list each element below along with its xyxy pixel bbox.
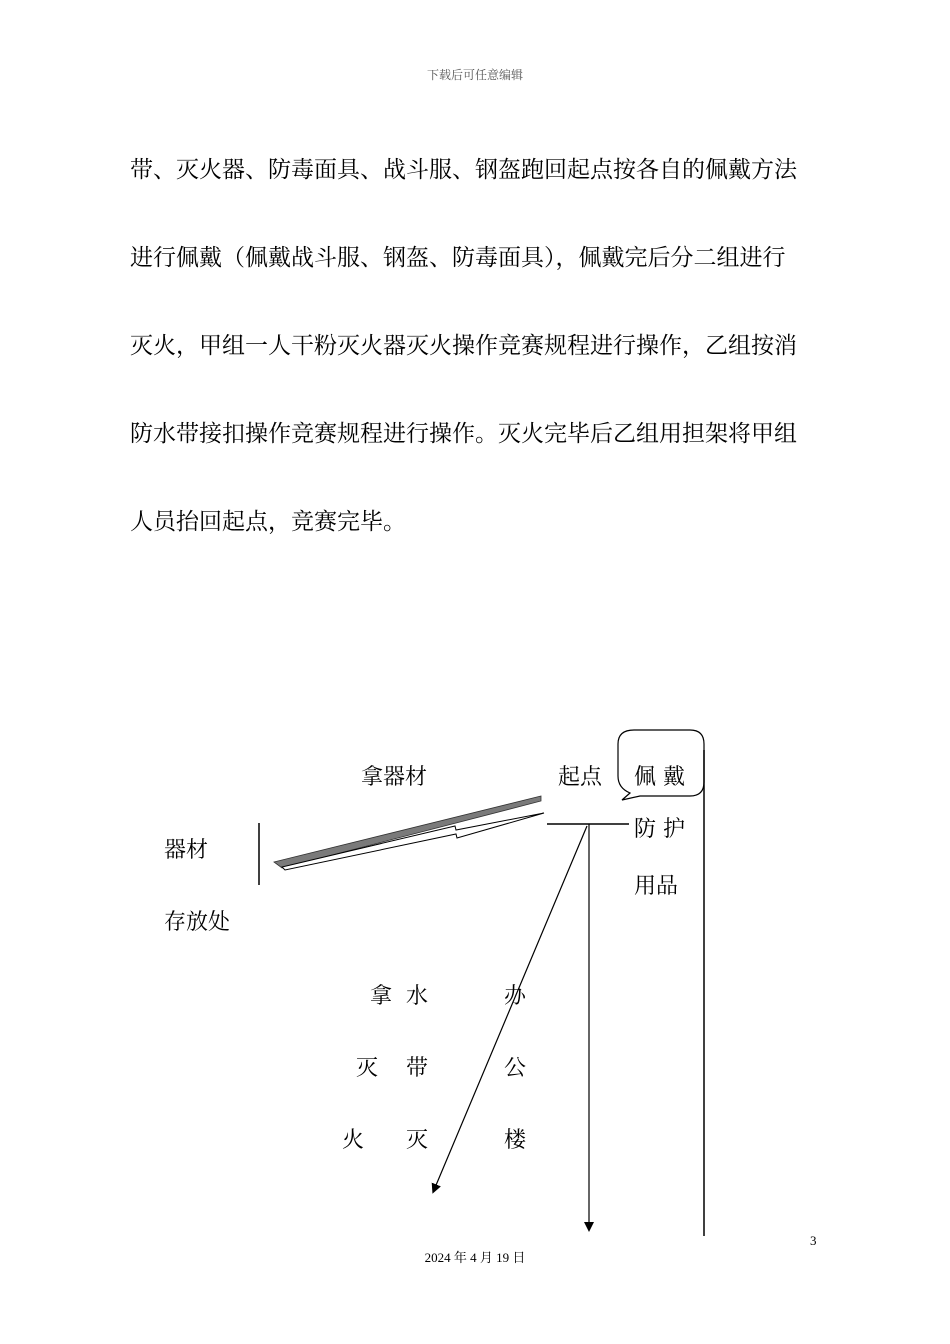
label-storage-2: 存放处: [164, 910, 231, 935]
label-col-c-3: 楼: [504, 1128, 527, 1153]
label-col-c-1: 办: [504, 984, 527, 1009]
label-col-b-3: 灭: [406, 1128, 429, 1153]
label-take-equipment: 拿器材: [361, 765, 428, 790]
equipment-path-stroke: [274, 796, 541, 868]
body-line-5: 人员抬回起点，竞赛完毕。: [130, 509, 406, 535]
label-col-c-2: 公: [504, 1056, 527, 1081]
body-line-2: 进行佩戴（佩戴战斗服、钢盔、防毒面具），佩戴完后分二组进行: [130, 245, 786, 271]
page-number: 3: [810, 1233, 817, 1248]
label-wear-3: 用品: [634, 874, 679, 899]
label-col-b-2: 带: [406, 1056, 429, 1081]
label-wear-2: 防 护: [634, 817, 685, 842]
body-line-3: 灭火，甲组一人干粉灭火器灭火操作竞赛规程进行操作，乙组按消: [130, 333, 797, 359]
label-col-b-1: 水: [406, 984, 429, 1009]
body-line-1: 带、灭火器、防毒面具、战斗服、钢盔跑回起点按各自的佩戴方法: [130, 157, 797, 183]
return-arrow: [282, 813, 544, 870]
label-start-point: 起点: [558, 765, 603, 790]
footer-date: 2024 年 4 月 19 日: [424, 1250, 526, 1265]
label-wear-1: 佩 戴: [634, 765, 685, 790]
label-storage-1: 器材: [164, 838, 209, 863]
label-col-a-2: 灭: [356, 1056, 379, 1081]
body-line-4: 防水带接扣操作竞赛规程进行操作。灭火完毕后乙组用担架将甲组: [130, 421, 797, 447]
page-header-note: 下载后可任意编辑: [426, 68, 523, 82]
label-col-a-1: 拿: [370, 984, 393, 1009]
label-col-a-3: 火: [342, 1128, 365, 1153]
